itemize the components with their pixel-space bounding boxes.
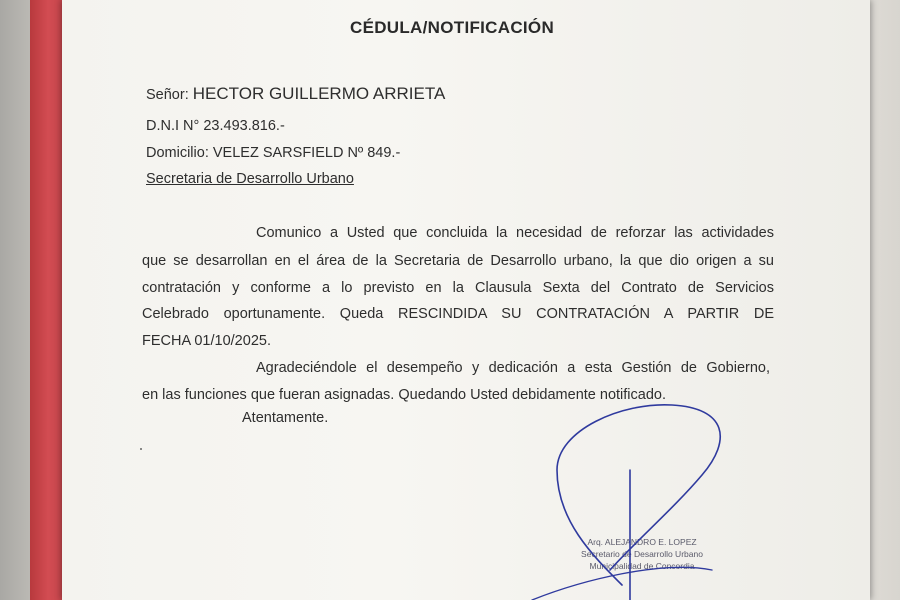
- body-line-1: Comunico a Usted que concluida la necesidad de reforzar las actividades: [256, 225, 774, 241]
- address-label: Domicilio:: [146, 145, 209, 161]
- recipient-name: HECTOR GUILLERMO ARRIETA: [192, 84, 446, 103]
- closing-text: Atentamente.: [242, 410, 329, 426]
- body-line-3: contratación y conforme a lo previsto en la Clausula Sexta del Contrato de Servicios: [142, 280, 774, 296]
- stamp-line-2: Secretario de Desarrollo Urbano: [581, 549, 703, 559]
- body-line-5: FECHA 01/10/2025.: [142, 333, 271, 349]
- body-line-6: Agradeciéndole el desempeño y dedicación a esta Gestión de Gobierno,: [256, 360, 770, 376]
- address-value: VELEZ SARSFIELD Nº 849.-: [212, 145, 401, 161]
- department-name: Secretaria de Desarrollo Urbano: [146, 171, 354, 187]
- body-line-2: que se desarrollan en el área de la Secretaria de Desarrollo urbano, la que dio origen a su: [142, 253, 774, 269]
- salutation: Señor:: [146, 87, 189, 103]
- notification-paper: [62, 0, 870, 600]
- stamp-line-3: Municipalidad de Concordia: [589, 561, 695, 571]
- dni-label: D.N.I N°: [146, 118, 200, 134]
- document-title: CÉDULA/NOTIFICACIÓN: [350, 18, 555, 37]
- official-stamp: [557, 536, 727, 572]
- body-line-4: Celebrado oportunamente. Queda RESCINDIDA SU CONTRATACIÓN A PARTIR DE: [142, 306, 774, 322]
- stamp-line-1: Arq. ALEJANDRO E. LOPEZ: [587, 537, 697, 547]
- recipient-name-line: [146, 84, 445, 104]
- body-line-7: en las funciones que fueran asignadas. Quedando Usted debidamente notificado.: [142, 387, 666, 403]
- ink-speck: [140, 448, 142, 450]
- address-line: [146, 145, 400, 161]
- dni-line: [146, 118, 285, 134]
- dni-value: 23.493.816.-: [203, 118, 285, 134]
